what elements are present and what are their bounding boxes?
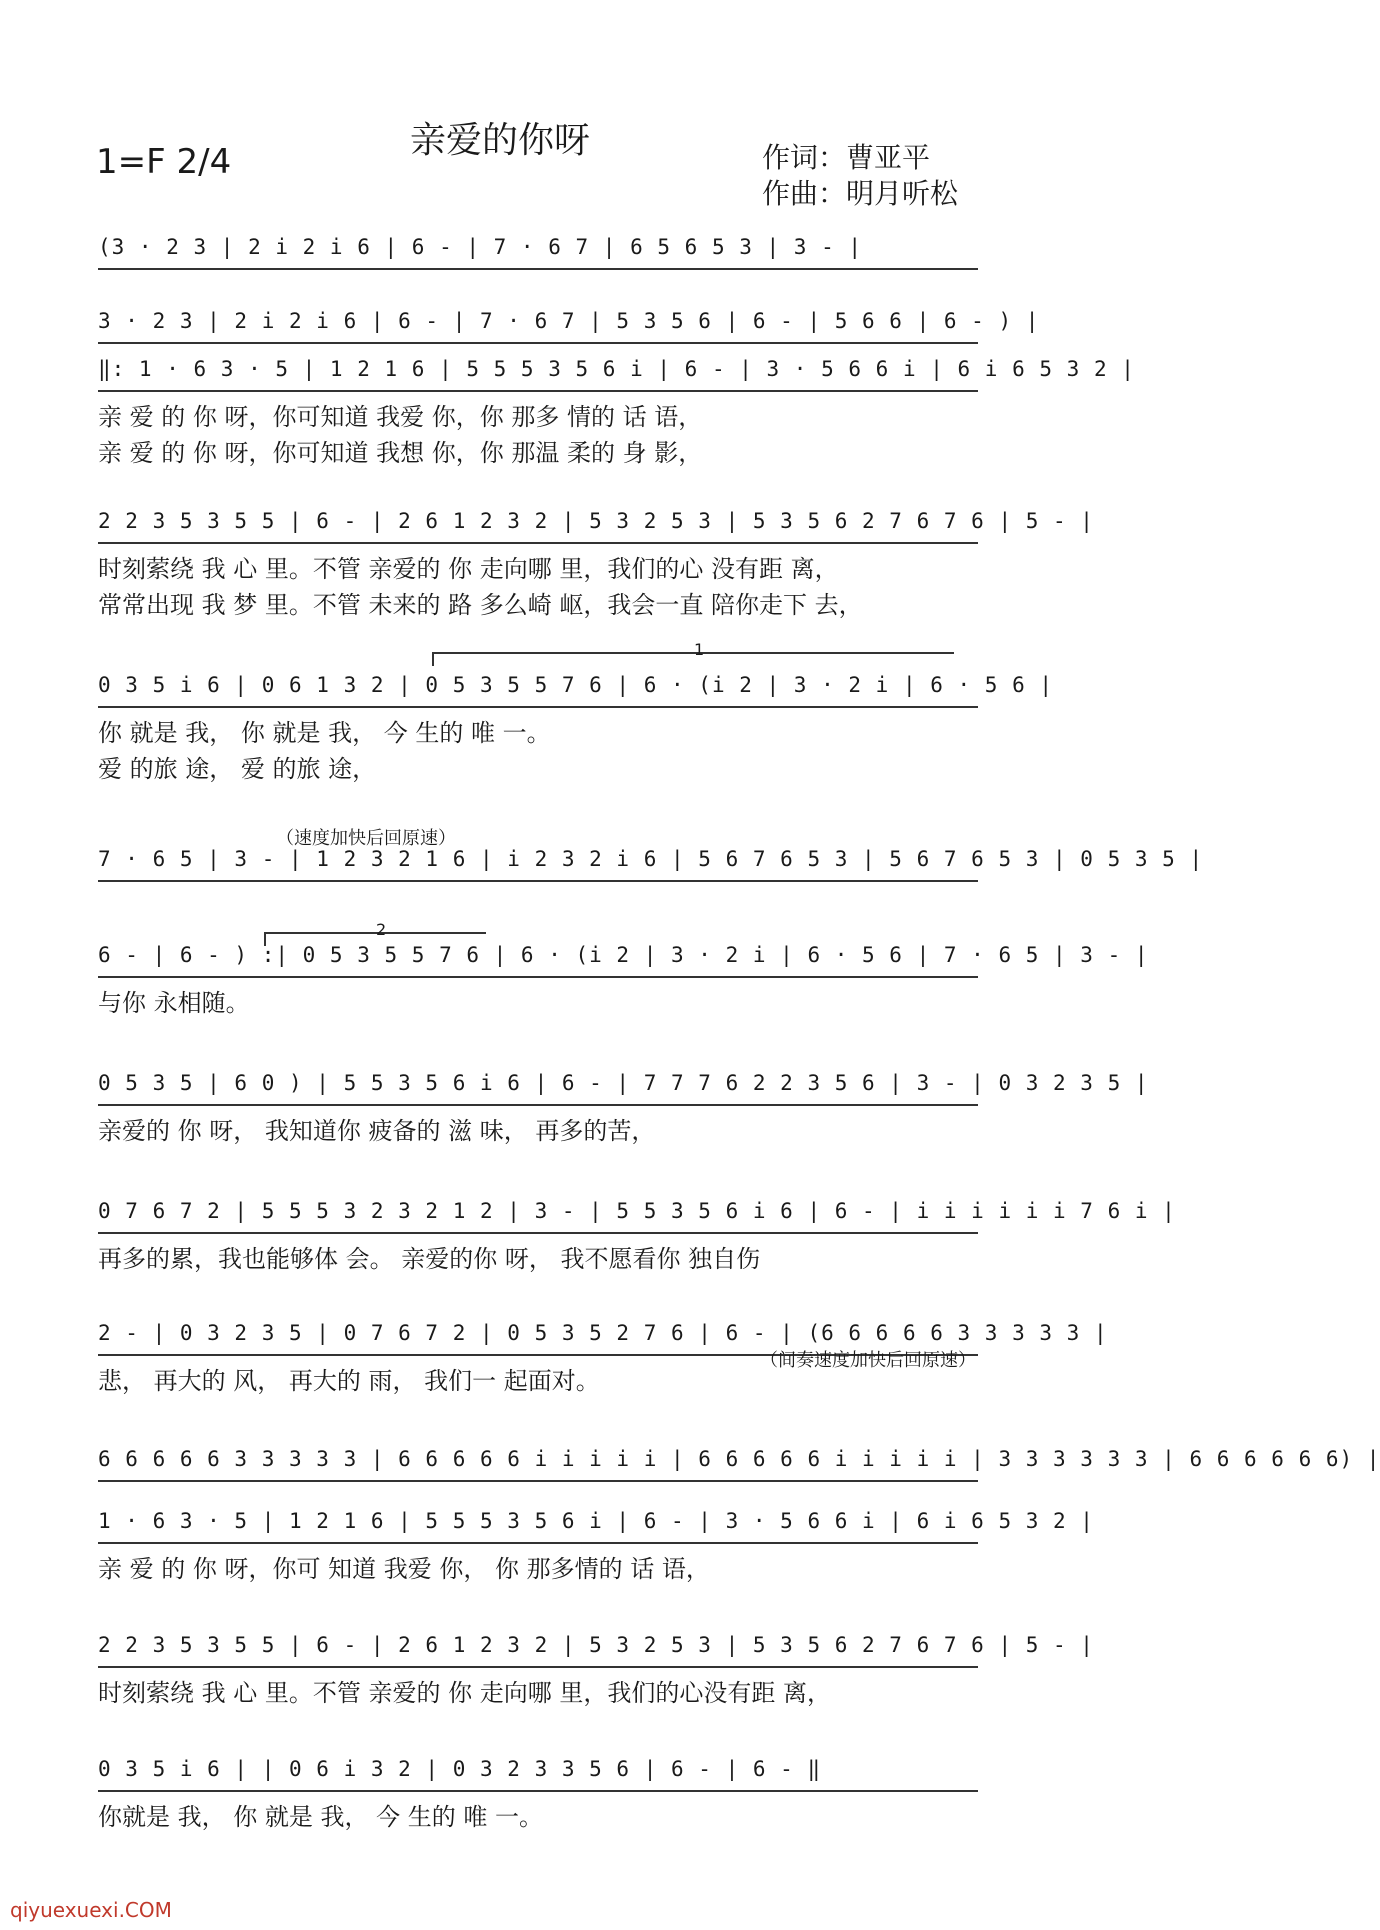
lyric-line: 亲爱的 你 呀， 我知道你 疲备的 滋 味， 再多的苦， bbox=[98, 1117, 656, 1145]
lyric-line: 常常出现 我 梦 里。不管 未来的 路 多么崎 岖，我会一直 陪你走下 去， bbox=[98, 591, 863, 619]
notation-line: 0 3 5 i 6 | | 0 6 i 3 2 | 0 3 2 3 3 5 6 | 6 - | 6 - ‖ bbox=[98, 1748, 978, 1792]
lyric-line: 悲， 再大的 风， 再大的 雨， 我们一 起面对。 bbox=[98, 1367, 600, 1395]
composer-credit: 作曲：明月听松 bbox=[762, 177, 959, 210]
volta-number-2: 2 bbox=[376, 920, 387, 939]
notation-line: 6 - | 6 - ) :| 0 5 3 5 5 7 6 | 6 · (i 2 | 3 · 2 i | 6 · 5 6 | 7 · 6 5 | 3 - | bbox=[98, 934, 978, 978]
interlude-tempo-note: （间奏速度加快后回原速） bbox=[760, 1350, 976, 1371]
lyric-line: 爱 的旅 途， 爱 的旅 途， bbox=[98, 755, 377, 783]
song-title: 亲爱的你呀 bbox=[409, 120, 590, 161]
volta-bracket-1 bbox=[432, 640, 954, 666]
lyric-line: 你 就是 我， 你 就是 我， 今 生的 唯 一。 bbox=[98, 719, 551, 747]
notation-line: 7 · 6 5 | 3 - | 1 2 3 2 1 6 | i 2 3 2 i 6 | 5 6 7 6 5 3 | 5 6 7 6 5 3 | 0 5 3 5 | bbox=[98, 838, 978, 882]
lyric-line: 时刻萦绕 我 心 里。不管 亲爱的 你 走向哪 里，我们的心没有距 离， bbox=[98, 1679, 832, 1707]
volta-bracket-2 bbox=[264, 920, 486, 946]
notation-line: 0 5 3 5 | 6 0 ) | 5 5 3 5 6 i 6 | 6 - | 7 7 7 6 2 2 3 5 6 | 3 - | 0 3 2 3 5 | bbox=[98, 1062, 978, 1106]
notation-line: (3 · 2 3 | 2 i 2 i 6 | 6 - | 7 · 6 7 | 6 5 6 5 3 | 3 - | bbox=[98, 226, 978, 270]
notation-line: 1 · 6 3 · 5 | 1 2 1 6 | 5 5 5 3 5 6 i | 6 - | 3 · 5 6 6 i | 6 i 6 5 3 2 | bbox=[98, 1500, 978, 1544]
notation-line: 0 3 5 i 6 | 0 6 1 3 2 | 0 5 3 5 5 7 6 | 6 · (i 2 | 3 · 2 i | 6 · 5 6 | bbox=[98, 664, 978, 708]
lyric-line: 你就是 我， 你 就是 我， 今 生的 唯 一。 bbox=[98, 1803, 544, 1831]
notation-line: 6 6 6 6 6 3 3 3 3 3 | 6 6 6 6 6 i i i i i | 6 6 6 6 6 i i i i i | 3 3 3 3 3 3 | 6 6 6 6 6 6) | bbox=[98, 1438, 978, 1482]
lyric-line: 时刻萦绕 我 心 里。不管 亲爱的 你 走向哪 里，我们的心 没有距 离， bbox=[98, 555, 839, 583]
notation-line: 0 7 6 7 2 | 5 5 5 3 2 3 2 1 2 | 3 - | 5 5 3 5 6 i 6 | 6 - | i i i i i i 7 6 i | bbox=[98, 1190, 978, 1234]
lyric-line: 亲 爱 的 你 呀，你可知道 我爱 你，你 那多 情的 话 语， bbox=[98, 403, 703, 431]
lyric-line: 亲 爱 的 你 呀，你可 知道 我爱 你， 你 那多情的 话 语， bbox=[98, 1555, 710, 1583]
tempo-note: （速度加快后回原速） bbox=[276, 828, 456, 849]
notation-line: 2 - | 0 3 2 3 5 | 0 7 6 7 2 | 0 5 3 5 2 7 6 | 6 - | (6 6 6 6 6 3 3 3 3 3 | bbox=[98, 1312, 978, 1356]
notation-line: 3 · 2 3 | 2 i 2 i 6 | 6 - | 7 · 6 7 | 5 3 5 6 | 6 - | 5 6 6 | 6 - ) | bbox=[98, 300, 978, 344]
lyric-line: 与你 永相随。 bbox=[98, 989, 250, 1017]
notation-line: 2 2 3 5 3 5 5 | 6 - | 2 6 1 2 3 2 | 5 3 2 5 3 | 5 3 5 6 2 7 6 7 6 | 5 - | bbox=[98, 500, 978, 544]
key-signature: 1=F 2/4 bbox=[96, 142, 232, 182]
notation-line: ‖: 1 · 6 3 · 5 | 1 2 1 6 | 5 5 5 3 5 6 i | 6 - | 3 · 5 6 6 i | 6 i 6 5 3 2 | bbox=[98, 348, 978, 392]
lyric-line: 再多的累，我也能够体 会。 亲爱的你 呀， 我不愿看你 独自伤 bbox=[98, 1245, 761, 1273]
notation-line: 2 2 3 5 3 5 5 | 6 - | 2 6 1 2 3 2 | 5 3 2 5 3 | 5 3 5 6 2 7 6 7 6 | 5 - | bbox=[98, 1624, 978, 1668]
lyric-line: 亲 爱 的 你 呀，你可知道 我想 你，你 那温 柔的 身 影， bbox=[98, 439, 703, 467]
volta-number-1: 1 bbox=[694, 640, 705, 659]
lyricist-credit: 作词：曹亚平 bbox=[762, 141, 931, 174]
site-watermark: qiyuexuexi.COM bbox=[10, 1898, 172, 1922]
